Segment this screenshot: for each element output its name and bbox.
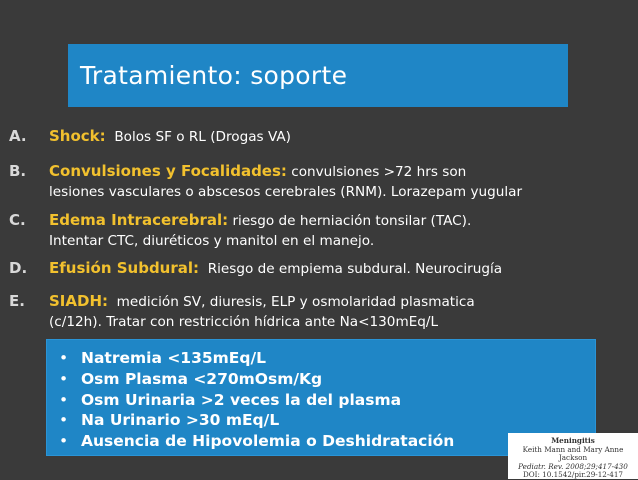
item-text: Bolos SF o RL (Drogas VA) xyxy=(114,129,291,145)
item-keyword: Convulsiones y Focalidades: xyxy=(49,162,287,180)
item-text-continued: Intentar CTC, diuréticos y manitol en el manejo. xyxy=(49,233,375,249)
criteria-item xyxy=(59,348,595,369)
item-letter: A. xyxy=(9,127,27,145)
item-text-continued: (c/12h). Tratar con restricción hídrica ante Na<130mEq/L xyxy=(49,314,439,330)
citation-journal: Pediatr. Rev. 2008;29;417-430 xyxy=(518,461,628,471)
item-text: riesgo de herniación tonsilar (TAC). xyxy=(232,213,472,229)
criteria-item xyxy=(59,390,595,411)
list-item xyxy=(9,291,634,332)
item-letter: C. xyxy=(9,211,26,229)
citation-authors: Keith Mann and Mary Anne Jackson xyxy=(522,444,624,463)
item-keyword: SIADH: xyxy=(49,292,108,310)
bullet-icon: • xyxy=(59,369,69,388)
bullet-icon: • xyxy=(59,390,69,409)
citation-doi: DOI: 10.1542/pir.29-12-417 xyxy=(522,470,624,480)
criteria-text: Osm Plasma <270mOsm/Kg xyxy=(81,369,323,388)
list-item xyxy=(9,161,634,202)
criteria-text: Ausencia de Hipovolemia o Deshidratación xyxy=(81,432,455,451)
bullet-icon: • xyxy=(59,349,69,367)
item-text: medición SV, diuresis, ELP y osmolaridad plasmatica xyxy=(116,294,475,310)
item-text: convulsiones >72 hrs son xyxy=(291,164,467,180)
criteria-text: Natremia <135mEq/L xyxy=(81,349,267,367)
title-banner xyxy=(68,44,568,107)
item-letter: B. xyxy=(9,162,27,180)
slide-title: Tratamiento: soporte xyxy=(80,61,348,90)
criteria-text: Osm Urinaria >2 veces la del plasma xyxy=(81,390,402,409)
item-keyword: Efusión Subdural: xyxy=(49,259,200,277)
item-text: Riesgo de empiema subdural. Neurocirugía xyxy=(207,261,503,277)
reference-citation xyxy=(508,433,638,479)
bullet-icon: • xyxy=(59,411,69,430)
citation-title: Meningitis xyxy=(551,436,595,445)
item-keyword: Edema Intracerebral: xyxy=(49,211,229,229)
list-item xyxy=(9,258,634,279)
criteria-item xyxy=(59,369,595,390)
criteria-text: Na Urinario >30 mEq/L xyxy=(81,411,280,430)
bullet-icon: • xyxy=(59,432,69,451)
criteria-item xyxy=(59,410,595,431)
list-item xyxy=(9,210,634,251)
list-item xyxy=(9,126,634,147)
item-letter: E. xyxy=(9,292,25,310)
item-letter: D. xyxy=(9,259,28,277)
item-text-continued: lesiones vasculares o abscesos cerebrales (RNM). Lorazepam yugular xyxy=(49,184,523,200)
item-keyword: Shock: xyxy=(49,127,106,145)
